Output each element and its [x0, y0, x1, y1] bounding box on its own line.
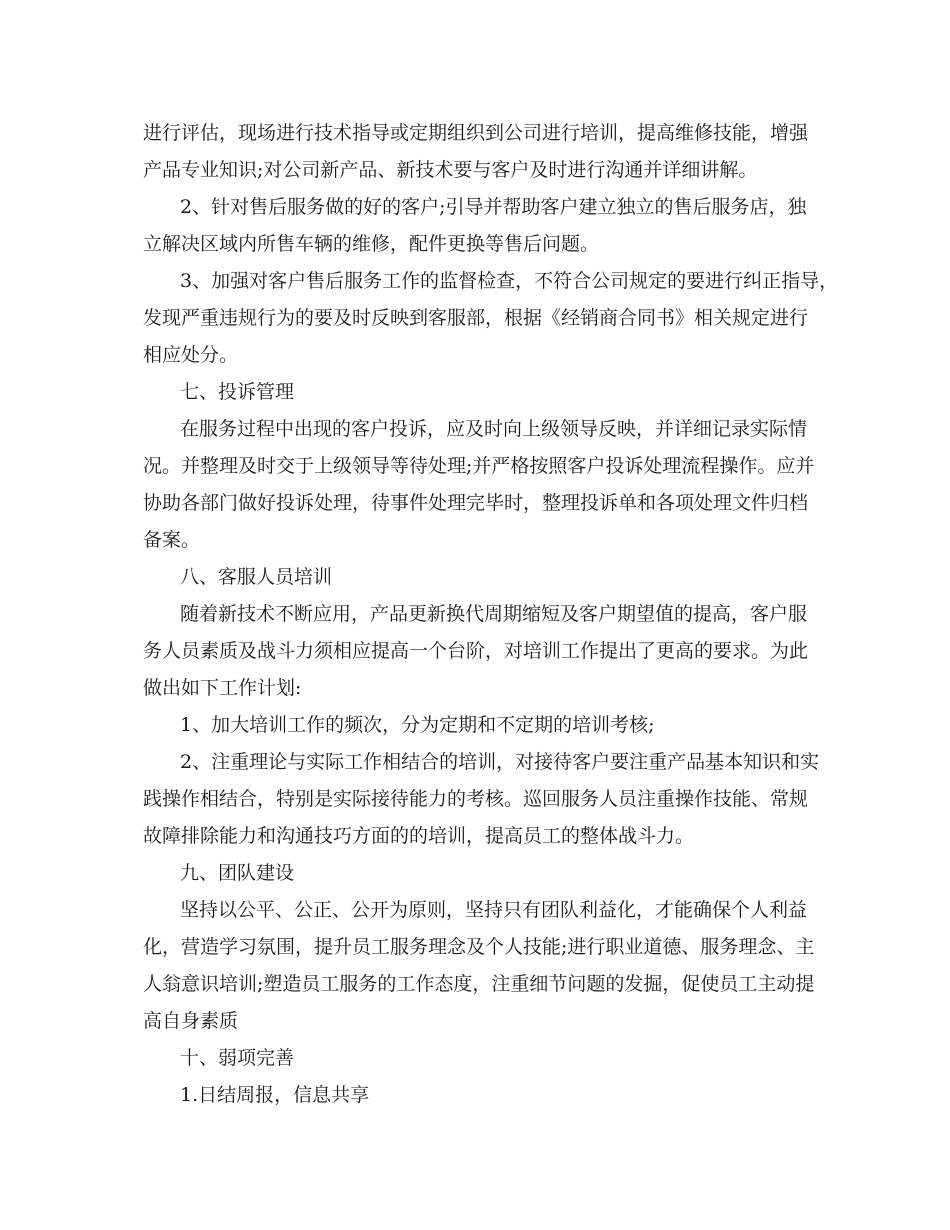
text-line: 在服务过程中出现的客户投诉，应及时向上级领导反映，并详细记录实际情 [180, 418, 808, 440]
section-heading: 十、弱项完善 [180, 1047, 295, 1069]
text-line: 务人员素质及战斗力须相应提高一个台阶，对培训工作提出了更高的要求。为此 [143, 640, 809, 662]
section-heading: 九、团队建设 [180, 862, 295, 884]
text-line: 况。并整理及时交于上级领导等待处理;并严格按照客户投诉处理流程操作。应并 [143, 455, 815, 477]
text-line: 相应处分。 [143, 344, 239, 366]
text-line: 备案。 [143, 529, 201, 551]
text-line: 高自身素质 [143, 1010, 239, 1032]
text-line: 1、加大培训工作的频次，分为定期和不定期的培训考核; [180, 714, 655, 736]
text-line: 2、针对售后服务做的好的客户;引导并帮助客户建立独立的售后服务店，独 [180, 196, 807, 218]
text-line: 立解决区域内所售车辆的维修，配件更换等售后问题。 [143, 233, 600, 255]
section-heading: 八、客服人员培训 [180, 566, 333, 588]
text-line: 2、注重理论与实际工作相结合的培训，对接待客户要注重产品基本知识和实 [180, 751, 820, 773]
text-line: 践操作相结合，特别是实际接待能力的考核。巡回服务人员注重操作技能、常规 [143, 788, 809, 810]
text-line: 故障排除能力和沟通技巧方面的的培训，提高员工的整体战斗力。 [143, 825, 695, 847]
text-line: 进行评估，现场进行技术指导或定期组织到公司进行培训，提高维修技能，增强 [143, 122, 809, 144]
text-line: 协助各部门做好投诉处理，待事件处理完毕时，整理投诉单和各项处理文件归档 [143, 492, 809, 514]
text-line: 产品专业知识;对公司新产品、新技术要与客户及时进行沟通并详细讲解。 [143, 159, 758, 181]
text-line: 做出如下工作计划: [143, 677, 302, 699]
text-line: 3、加强对客户售后服务工作的监督检查，不符合公司规定的要进行纠正指导， [180, 270, 839, 292]
text-line: 坚持以公平、公正、公开为原则，坚持只有团队利益化，才能确保个人利益 [180, 899, 808, 921]
section-heading: 七、投诉管理 [180, 381, 295, 403]
text-line: 随着新技术不断应用，产品更新换代周期缩短及客户期望值的提高，客户服 [180, 603, 808, 625]
text-line: 化，营造学习氛围，提升员工服务理念及个人技能;进行职业道德、服务理念、主 [143, 936, 815, 958]
text-line: 1.日结周报，信息共享 [180, 1084, 370, 1106]
text-line: 人翁意识培训;塑造员工服务的工作态度，注重细节问题的发掘，促使员工主动提 [143, 973, 815, 995]
text-line: 发现严重违规行为的要及时反映到客服部，根据《经销商合同书》相关规定进行 [143, 307, 809, 329]
